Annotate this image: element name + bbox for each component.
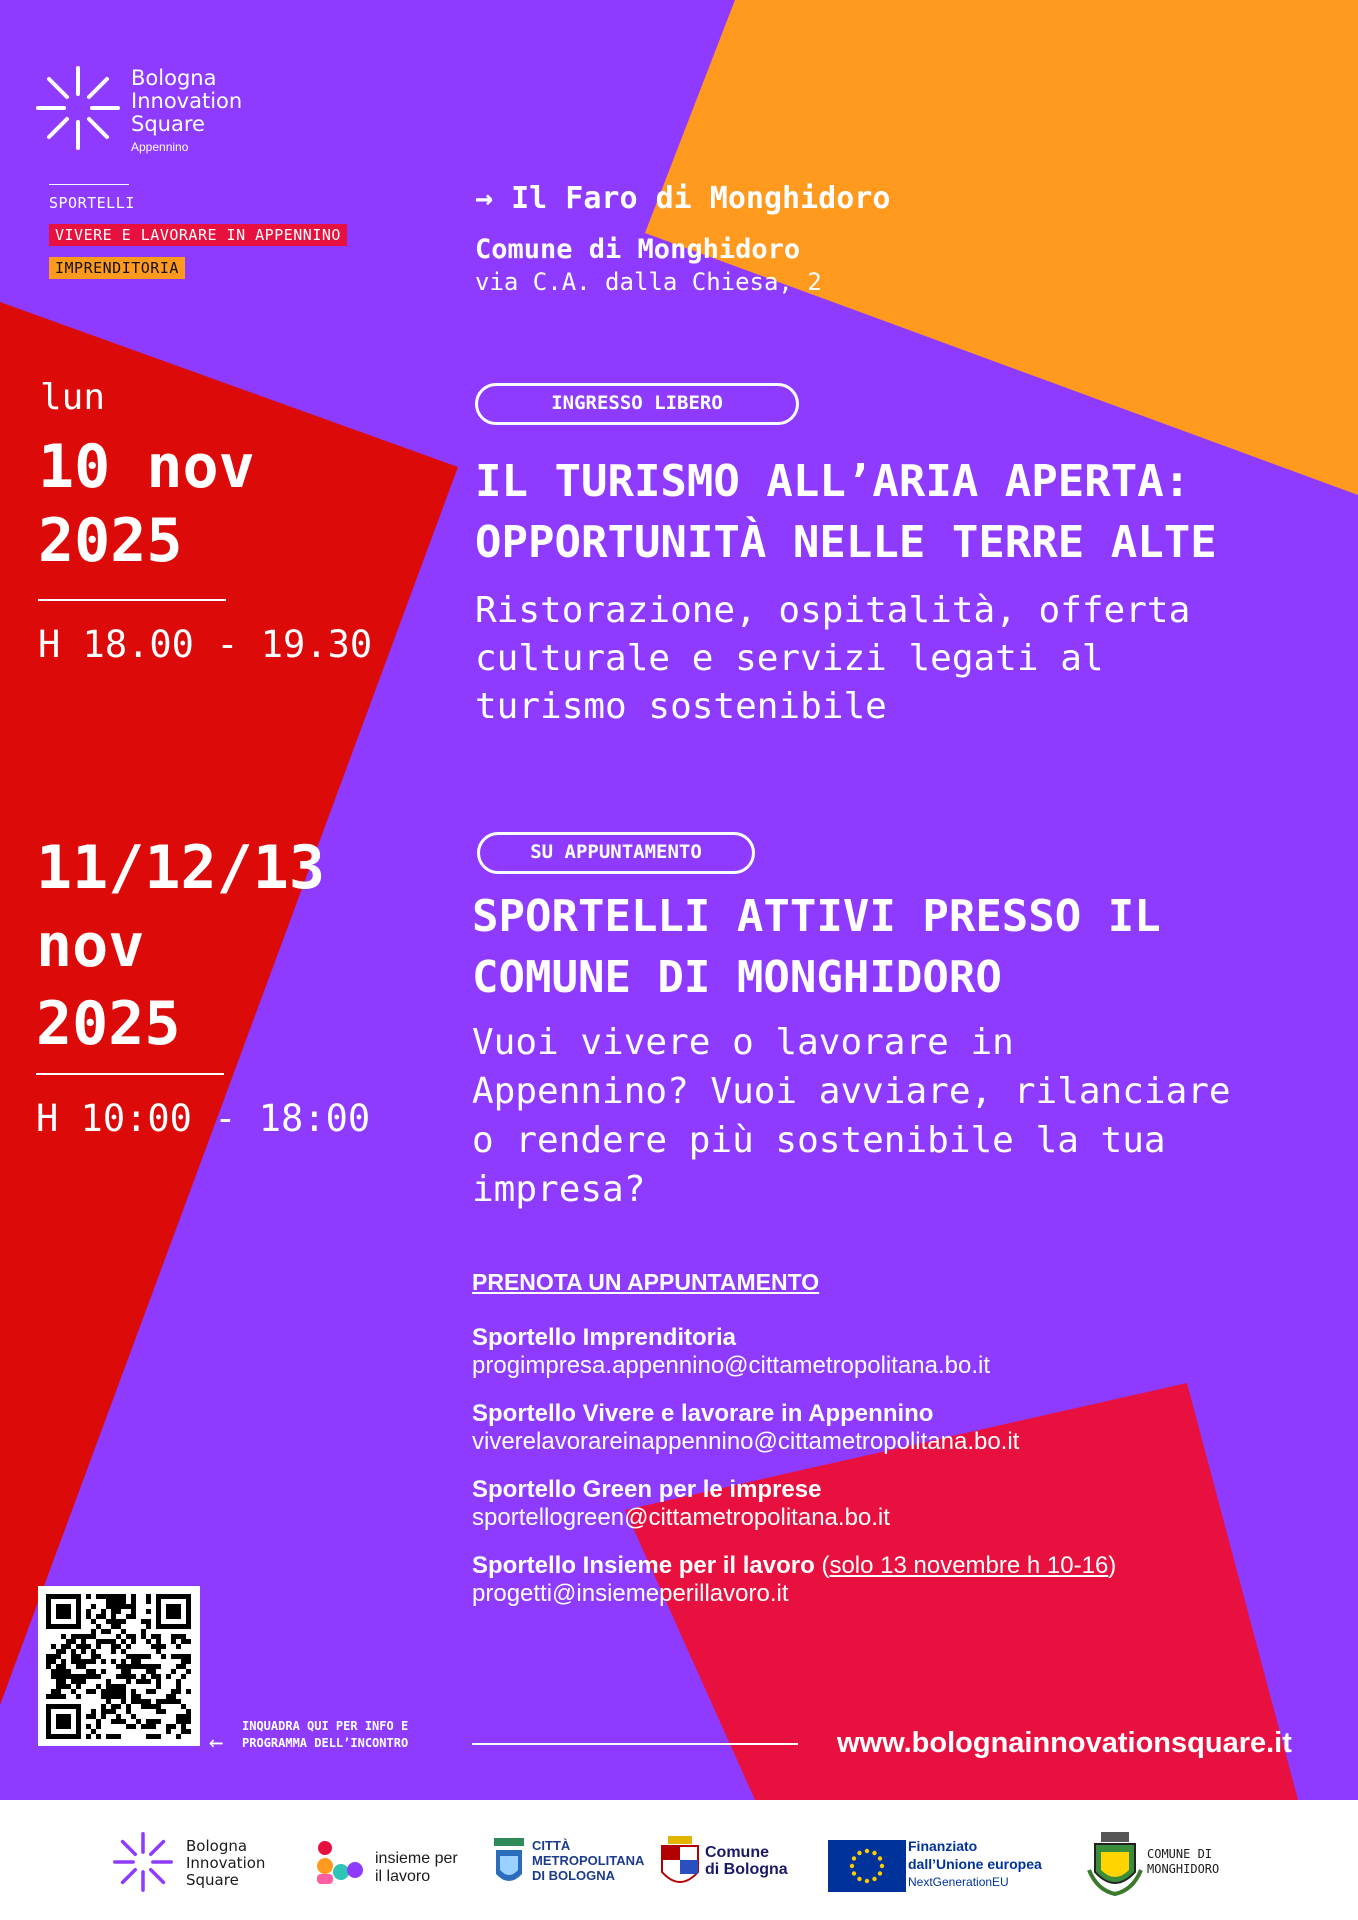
event2-date-line-2: nov <box>36 911 145 981</box>
ingresso-libero-badge: INGRESSO LIBERO <box>475 383 799 425</box>
event2-sub-line-1: Vuoi vivere o lavorare in <box>472 1022 1014 1063</box>
footer-monghidoro-line-1: COMUNE DI <box>1147 1847 1213 1861</box>
arrow-left-icon: ← <box>209 1728 224 1756</box>
event2-date-line-3: 2025 <box>36 989 181 1059</box>
citta-metropolitana-crest-icon <box>490 1834 528 1894</box>
event2-sub-line-2: Appennino? Vuoi avviare, rilanciare <box>472 1071 1231 1112</box>
footer-monghidoro-line-2: MONGHIDORO <box>1147 1862 1220 1876</box>
footer-citta-text <box>532 1838 644 1883</box>
footer-bis-line-1: Bologna <box>186 1837 248 1855</box>
event2-subtitle <box>472 1018 1231 1214</box>
qr-caption-line-2: PROGRAMMA DELL’INCONTRO <box>242 1736 409 1750</box>
contact-email-link[interactable]: progimpresa.appennino@cittametropolitana.bo.it <box>472 1352 991 1379</box>
prenota-appuntamento-link[interactable]: PRENOTA UN APPUNTAMENTO <box>472 1269 820 1295</box>
brand-line-3: Square <box>131 112 205 136</box>
venue-line-2: via C.A. dalla Chiesa, 2 <box>475 268 822 296</box>
event1-date <box>38 430 255 578</box>
footer-eu-line-2: dall’Unione europea <box>908 1856 1042 1872</box>
bis-sunburst-icon <box>34 64 122 152</box>
event1-title-line-1: IL TURISMO ALL’ARIA APERTA: <box>475 456 1191 507</box>
brand-logo-text <box>131 67 242 136</box>
event1-date-line-2: 2025 <box>38 506 183 576</box>
event1-divider <box>38 599 226 601</box>
event2-title-line-1: SPORTELLI ATTIVI PRESSO IL <box>472 891 1161 942</box>
comune-monghidoro-crest-icon <box>1087 1830 1143 1898</box>
brand-sub: Appennino <box>131 140 189 154</box>
footer-comune-bo-line-1: Comune <box>705 1844 769 1861</box>
contact-email-link[interactable]: viverelavorareinappennino@cittametropolitana.bo.it <box>472 1428 1020 1455</box>
qr-code[interactable] <box>38 1586 200 1746</box>
footer-comune-bo-line-2: di Bologna <box>705 1861 788 1878</box>
contact-note: (solo 13 novembre h 10-16) <box>821 1552 1117 1579</box>
tag-imprenditoria: IMPRENDITORIA <box>49 257 185 279</box>
website-divider <box>472 1743 798 1745</box>
event1-time: H 18.00 - 19.30 <box>38 623 373 666</box>
su-appuntamento-badge: SU APPUNTAMENTO <box>477 832 755 874</box>
footer-bis-line-3: Square <box>186 1871 239 1889</box>
event2-divider <box>36 1073 224 1075</box>
contact-note-text: solo 13 novembre h 10-16 <box>829 1552 1109 1579</box>
contact-title-text: Sportello Insieme per il lavoro <box>472 1552 815 1579</box>
venue-name <box>475 181 890 216</box>
contact-item <box>472 1400 1292 1456</box>
event1-sub-line-1: Ristorazione, ospitalità, offerta <box>475 590 1191 631</box>
event2-title-line-2: COMUNE DI MONGHIDORO <box>472 952 1002 1003</box>
footer-citta-line-3: DI BOLOGNA <box>532 1868 616 1883</box>
qr-caption-line-1: INQUADRA QUI PER INFO E <box>242 1719 409 1733</box>
contact-item <box>472 1476 1292 1532</box>
event2-date <box>36 829 325 1063</box>
brand-line-2: Innovation <box>131 89 243 113</box>
brand-line-1: Bologna <box>131 66 217 90</box>
contact-email-link[interactable]: progetti@insiemeperillavoro.it <box>472 1580 789 1607</box>
contact-title: Sportello Green per le imprese <box>472 1476 822 1503</box>
event1-day: lun <box>40 377 106 418</box>
tag-vivere-lavorare: VIVERE E LAVORARE IN APPENNINO <box>49 224 347 246</box>
footer-logos <box>0 1800 1358 1920</box>
event1-title <box>475 451 1217 573</box>
contact-item <box>472 1552 1292 1608</box>
footer-insieme-line-1: insieme per <box>375 1850 458 1867</box>
footer-eu-line-3: NextGenerationEU <box>908 1875 1009 1889</box>
contact-title: Sportello Imprenditoria <box>472 1324 737 1351</box>
sportelli-label: SPORTELLI <box>49 194 135 212</box>
footer-citta-line-2: METROPOLITANA <box>532 1853 645 1868</box>
event2-sub-line-3: o rendere più sostenibile la tua <box>472 1120 1166 1161</box>
insieme-lavoro-logo-icon <box>315 1836 365 1886</box>
website-link[interactable]: www.bolognainnovationsquare.it <box>837 1727 1292 1759</box>
divider <box>49 184 129 185</box>
contact-item <box>472 1324 1292 1380</box>
event1-title-line-2: OPPORTUNITÀ NELLE TERRE ALTE <box>475 517 1217 568</box>
footer-monghidoro-text <box>1147 1847 1219 1877</box>
footer-bis-text <box>186 1838 265 1889</box>
arrow-right-icon: → <box>475 181 494 216</box>
footer-insieme-line-2: il lavoro <box>375 1868 431 1885</box>
footer-comune-bologna-text <box>705 1844 788 1878</box>
event2-sub-line-4: impresa? <box>472 1169 646 1210</box>
venue-line-1: Comune di Monghidoro <box>475 234 801 265</box>
footer-eu-line-1: Finanziato <box>908 1838 978 1854</box>
event1-subtitle <box>475 587 1190 731</box>
footer-citta-line-1: CITTÀ <box>532 1838 571 1853</box>
footer-insieme-text <box>375 1850 458 1886</box>
footer-bis-line-2: Innovation <box>186 1854 266 1872</box>
contact-email-link[interactable]: sportellogreen@cittametropolitana.bo.it <box>472 1504 890 1531</box>
event2-title <box>472 886 1161 1008</box>
eu-flag-icon <box>828 1840 906 1892</box>
event1-date-line-1: 10 nov <box>38 432 255 502</box>
event2-date-line-1: 11/12/13 <box>36 833 325 903</box>
contact-title <box>472 1552 1292 1580</box>
contacts-list <box>472 1324 1292 1608</box>
event1-sub-line-3: turismo sostenibile <box>475 686 887 727</box>
event1-sub-line-2: culturale e servizi legati al <box>475 638 1104 679</box>
comune-bologna-crest-icon <box>658 1834 702 1894</box>
event2-time: H 10:00 - 18:00 <box>36 1097 371 1140</box>
qr-code-image <box>38 1586 200 1746</box>
contact-title: Sportello Vivere e lavorare in Appennino <box>472 1400 934 1427</box>
venue-name-text: Il Faro di Monghidoro <box>511 181 891 216</box>
footer-eu-text <box>908 1837 1042 1891</box>
qr-caption <box>242 1718 408 1752</box>
bis-sunburst-icon <box>112 1831 174 1893</box>
